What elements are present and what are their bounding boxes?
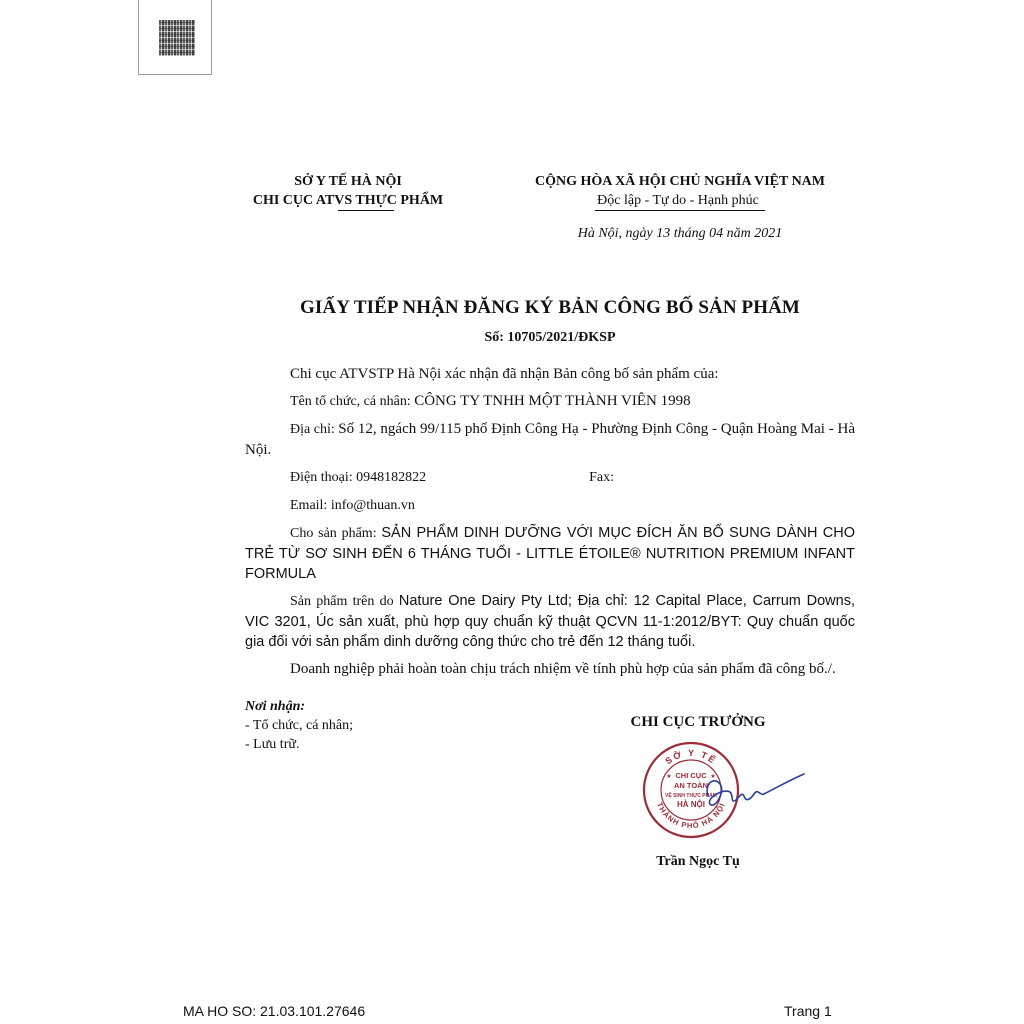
- signer-name: Trần Ngọc Tụ: [656, 854, 740, 869]
- stamp-bottom-text: THÀNH PHỐ HÀ NỘI: [655, 800, 727, 831]
- page-number: Trang 1: [784, 1003, 832, 1019]
- email-line: [245, 495, 855, 516]
- recipient-item: - Tổ chức, cá nhân;: [245, 718, 354, 733]
- agency-line-2: CHI CỤC ATVS THỰC PHẨM: [252, 193, 444, 208]
- signer-title: CHI CỤC TRƯỞNG: [630, 714, 766, 730]
- stamp-star-right: ★: [710, 774, 716, 780]
- stamp-star-left: ★: [666, 774, 672, 780]
- product-label: Cho sản phẩm:: [290, 526, 382, 541]
- organization-line: [245, 391, 855, 412]
- manufacturer-line: [245, 591, 855, 652]
- phone-line: [245, 467, 855, 488]
- stamp-line-1: CHI CỤC: [675, 771, 707, 780]
- agency-underline: [338, 210, 394, 211]
- product-value: SẢN PHẨM DINH DƯỠNG VỚI MỤC ĐÍCH ĂN BỔ SUNG DÀNH CHO TRẺ TỪ SƠ SINH ĐẾN 6 THÁNG TUỔI - LITTLE ÉTOILE® NUTRITION PREMIUM INFANT FORMULA: [245, 525, 855, 582]
- qr-code: [159, 20, 195, 56]
- agency-header: [250, 172, 446, 210]
- phone-value: 0948182822: [356, 470, 427, 485]
- recipient-item: - Lưu trữ.: [245, 737, 300, 752]
- manufacturer-label: Sản phẩm trên do: [290, 594, 399, 609]
- document-number: Số: 10705/2021/ĐKSP: [484, 330, 616, 345]
- stamp-line-2: AN TOÀN: [673, 781, 709, 790]
- intro-paragraph: [245, 364, 855, 384]
- handwritten-signature: [700, 766, 810, 816]
- national-title: CỘNG HÒA XÃ HỘI CHỦ NGHĨA VIỆT NAM: [534, 174, 825, 189]
- product-line: [245, 523, 855, 584]
- responsibility-text: Doanh nghiệp phải hoàn toàn chịu trách nhiệm về tính phù hợp của sản phẩm đã công bố./.: [290, 661, 836, 677]
- org-value: CÔNG TY TNHH MỘT THÀNH VIÊN 1998: [414, 393, 691, 409]
- issue-date: Hà Nội, ngày 13 tháng 04 năm 2021: [577, 226, 783, 241]
- qr-code-frame: [138, 0, 212, 75]
- address-value: Số 12, ngách 99/115 phố Định Công Hạ - Phường Định Công - Quận Hoàng Mai - Hà Nội.: [245, 421, 855, 458]
- document-title: GIẤY TIẾP NHẬN ĐĂNG KÝ BẢN CÔNG BỐ SẢN PHẨM: [300, 297, 800, 318]
- address-label: Địa chỉ:: [290, 422, 339, 437]
- national-header: [505, 172, 855, 211]
- address-line: [245, 419, 855, 460]
- recipients-block: [245, 697, 505, 754]
- manufacturer-value: Nature One Dairy Pty Ltd; Địa chỉ: 12 Capital Place, Carrum Downs, VIC 3201, Úc sản xuất, phù hợp quy chuẩn kỹ thuật QCVN 11-1:2012/BYT: Quy chuẩn quốc gia đối với sản phẩm dinh dưỡng công thức cho trẻ đến 12 tháng tuổi.: [245, 593, 855, 650]
- recipients-heading: Nơi nhận:: [245, 699, 306, 714]
- intro-text: Chi cục ATVSTP Hà Nội xác nhận đã nhận Bản công bố sản phẩm của:: [290, 366, 719, 382]
- fax-label: Fax:: [589, 470, 614, 485]
- stamp-top-text: SỞ Y TẾ: [663, 747, 719, 767]
- phone-label: Điện thoại:: [290, 470, 357, 485]
- agency-line-1: SỞ Y TẾ HÀ NỘI: [294, 174, 402, 189]
- responsibility-line: [245, 659, 855, 679]
- record-code: MA HO SO: 21.03.101.27646: [183, 1003, 366, 1019]
- stamp-line-4: HÀ NỘI: [677, 800, 705, 809]
- national-motto: Độc lập - Tự do - Hạnh phúc: [595, 191, 765, 211]
- document-body: [245, 364, 855, 686]
- org-label: Tên tổ chức, cá nhân:: [290, 394, 415, 409]
- email-label: Email:: [290, 498, 331, 513]
- email-value: info@thuan.vn: [330, 498, 415, 513]
- stamp-line-3: VỆ SINH THỰC PHẨM: [665, 793, 717, 799]
